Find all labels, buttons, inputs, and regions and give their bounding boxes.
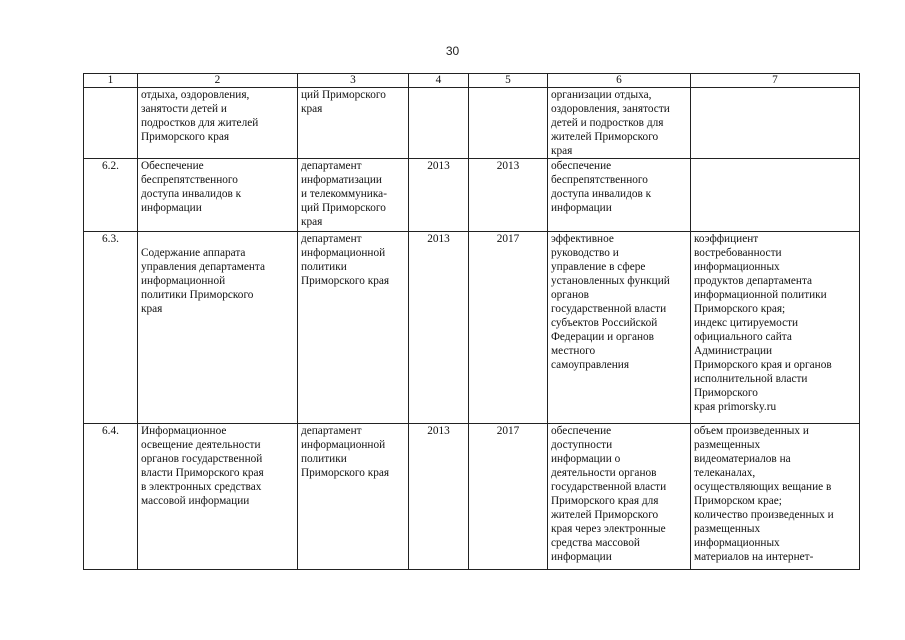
table-row [84,424,860,570]
executor-cell: департамент информационной политики Приморского края [298,232,409,424]
activity-cell: Информационное освещение деятельности органов государственной власти Приморского края в электронных средствах массовой информации [138,424,298,570]
executor-cell: департамент информационной политики Приморского края [298,424,409,570]
result-cell: обеспечение беспрепятственного доступа инвалидов к информации [548,159,691,232]
executor-cell: ций Приморского края [298,88,409,159]
start-year-cell: 2013 [409,424,469,570]
executor-cell: департамент информатизации и телекоммуника- ций Приморского края [298,159,409,232]
start-year-cell: 2013 [409,232,469,424]
end-year-cell [469,88,548,159]
table-row [84,159,860,232]
column-header-row [84,74,860,88]
indicator-cell [691,88,860,159]
row-number [84,88,138,159]
column-header: 1 [84,74,138,88]
column-header: 7 [691,74,860,88]
start-year-cell: 2013 [409,159,469,232]
activity-cell: Содержание аппарата управления департамента информационной политики Приморского края [138,232,298,424]
row-number: 6.2. [84,159,138,232]
end-year-cell: 2013 [469,159,548,232]
column-header: 6 [548,74,691,88]
result-cell: организации отдыха, оздоровления, занятости детей и подростков для жителей Приморского края [548,88,691,159]
result-cell: обеспечение доступности информации о деятельности органов государственной власти Приморского края для жителей Приморского края через электронные средства массовой информации [548,424,691,570]
indicator-cell: коэффициент востребованности информационных продуктов департамента информационной политики Приморского края; индекс цитируемости официального сайта Администрации Приморского края и органов исполнительной власти Приморского края primorsky.ru [691,232,860,424]
start-year-cell [409,88,469,159]
indicator-cell [691,159,860,232]
column-header: 4 [409,74,469,88]
result-cell: эффективное руководство и управление в сфере установленных функций органов государственной власти субъектов Российской Федерации и органов местного самоуправления [548,232,691,424]
activity-cell: Обеспечение беспрепятственного доступа инвалидов к информации [138,159,298,232]
indicator-cell: объем произведенных и размещенных видеоматериалов на телеканалах, осуществляющих вещание в Приморском крае; количество произведенных и размещенных информационных материалов на интернет- [691,424,860,570]
column-header: 2 [138,74,298,88]
activity-cell: отдыха, оздоровления, занятости детей и подростков для жителей Приморского края [138,88,298,159]
plan-table [83,73,860,570]
page-number: 30 [445,44,460,58]
table-row [84,88,860,159]
table-row [84,232,860,424]
end-year-cell: 2017 [469,232,548,424]
column-header: 5 [469,74,548,88]
row-number: 6.3. [84,232,138,424]
end-year-cell: 2017 [469,424,548,570]
row-number: 6.4. [84,424,138,570]
column-header: 3 [298,74,409,88]
